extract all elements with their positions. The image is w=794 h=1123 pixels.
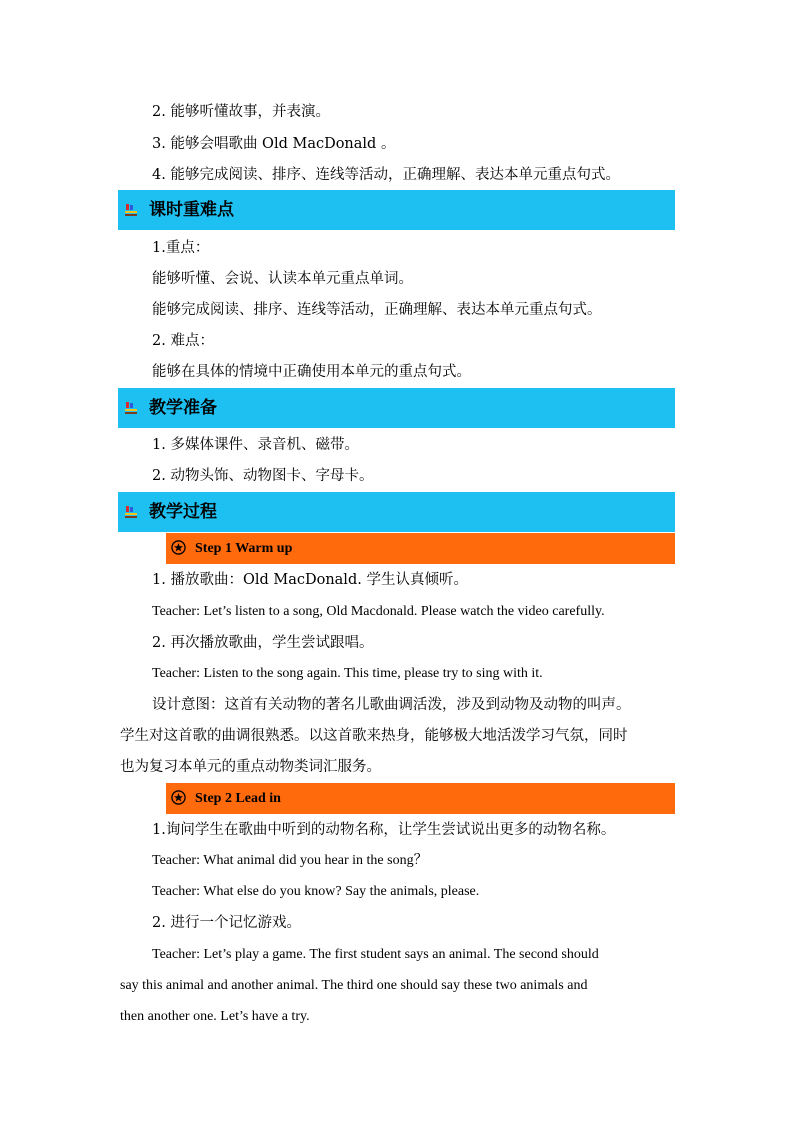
step2-line-3: Teacher: What else do you know? Say the animals, please. [152,884,480,899]
step2-line-2: Teacher: What animal did you hear in the song？ [152,853,428,868]
step1-line-4: Teacher: Listen to the song again. This time, please try to sing with it. [152,666,543,681]
key-points-label: 1.重点： [152,240,210,256]
step1-line-1: 1. 播放歌曲：Old MacDonald. 学生认真倾听。 [152,572,468,588]
step2-line-7: then another one. Let’s have a try. [120,1009,310,1024]
step1-design-line-1: 设计意图：这首有关动物的著名儿歌曲调活泼，涉及到动物及动物的叫声。 [152,697,631,713]
objective-item-4: 4. 能够完成阅读、排序、连线等活动，正确理解、表达本单元重点句式。 [152,167,620,183]
preparation-item-2: 2. 动物头饰、动物图卡、字母卡。 [152,468,374,484]
key-point-line-2: 能够完成阅读、排序、连线等活动，正确理解、表达本单元重点句式。 [152,302,602,318]
objective-item-3: 3. 能够会唱歌曲 Old MacDonald 。 [152,136,396,152]
step-bar-1 [166,533,675,564]
preparation-item-1: 1. 多媒体课件、录音机、磁带。 [152,437,359,453]
step1-line-3: 2. 再次播放歌曲，学生尝试跟唱。 [152,635,374,651]
section-bar-preparation [118,388,675,428]
difficult-point-line-1: 能够在具体的情境中正确使用本单元的重点句式。 [152,364,471,380]
section-title-preparation: 教学准备 [149,398,217,418]
book-stack-icon [124,203,138,217]
step-bar-2 [166,783,675,814]
star-circle-icon [171,790,186,805]
step-title-2: Step 2 Lead in [195,791,281,806]
step1-design-line-2: 学生对这首歌的曲调很熟悉。以这首歌来热身，能够极大地活泼学习气氛，同时 [120,728,628,744]
section-bar-process [118,492,675,532]
difficult-points-label: 2. 难点： [152,333,214,349]
step2-line-4: 2. 进行一个记忆游戏。 [152,915,301,931]
step1-line-2: Teacher: Let’s listen to a song, Old Macdonald. Please watch the video carefully. [152,604,605,619]
objective-item-2: 2. 能够听懂故事，并表演。 [152,104,330,120]
step2-line-1: 1.询问学生在歌曲中听到的动物名称，让学生尝试说出更多的动物名称。 [152,822,616,838]
step2-line-5: Teacher: Let’s play a game. The first student says an animal. The second should [152,947,599,962]
section-title-process: 教学过程 [149,502,217,522]
step1-design-line-3: 也为复习本单元的重点动物类词汇服务。 [120,759,381,775]
key-point-line-1: 能够听懂、会说、认读本单元重点单词。 [152,271,413,287]
book-stack-icon [124,505,138,519]
step-title-1: Step 1 Warm up [195,541,293,556]
step2-line-6: say this animal and another animal. The third one should say these two animals and [120,978,588,993]
book-stack-icon [124,401,138,415]
section-title-key-points: 课时重难点 [149,200,234,220]
section-bar-key-points [118,190,675,230]
star-circle-icon [171,540,186,555]
